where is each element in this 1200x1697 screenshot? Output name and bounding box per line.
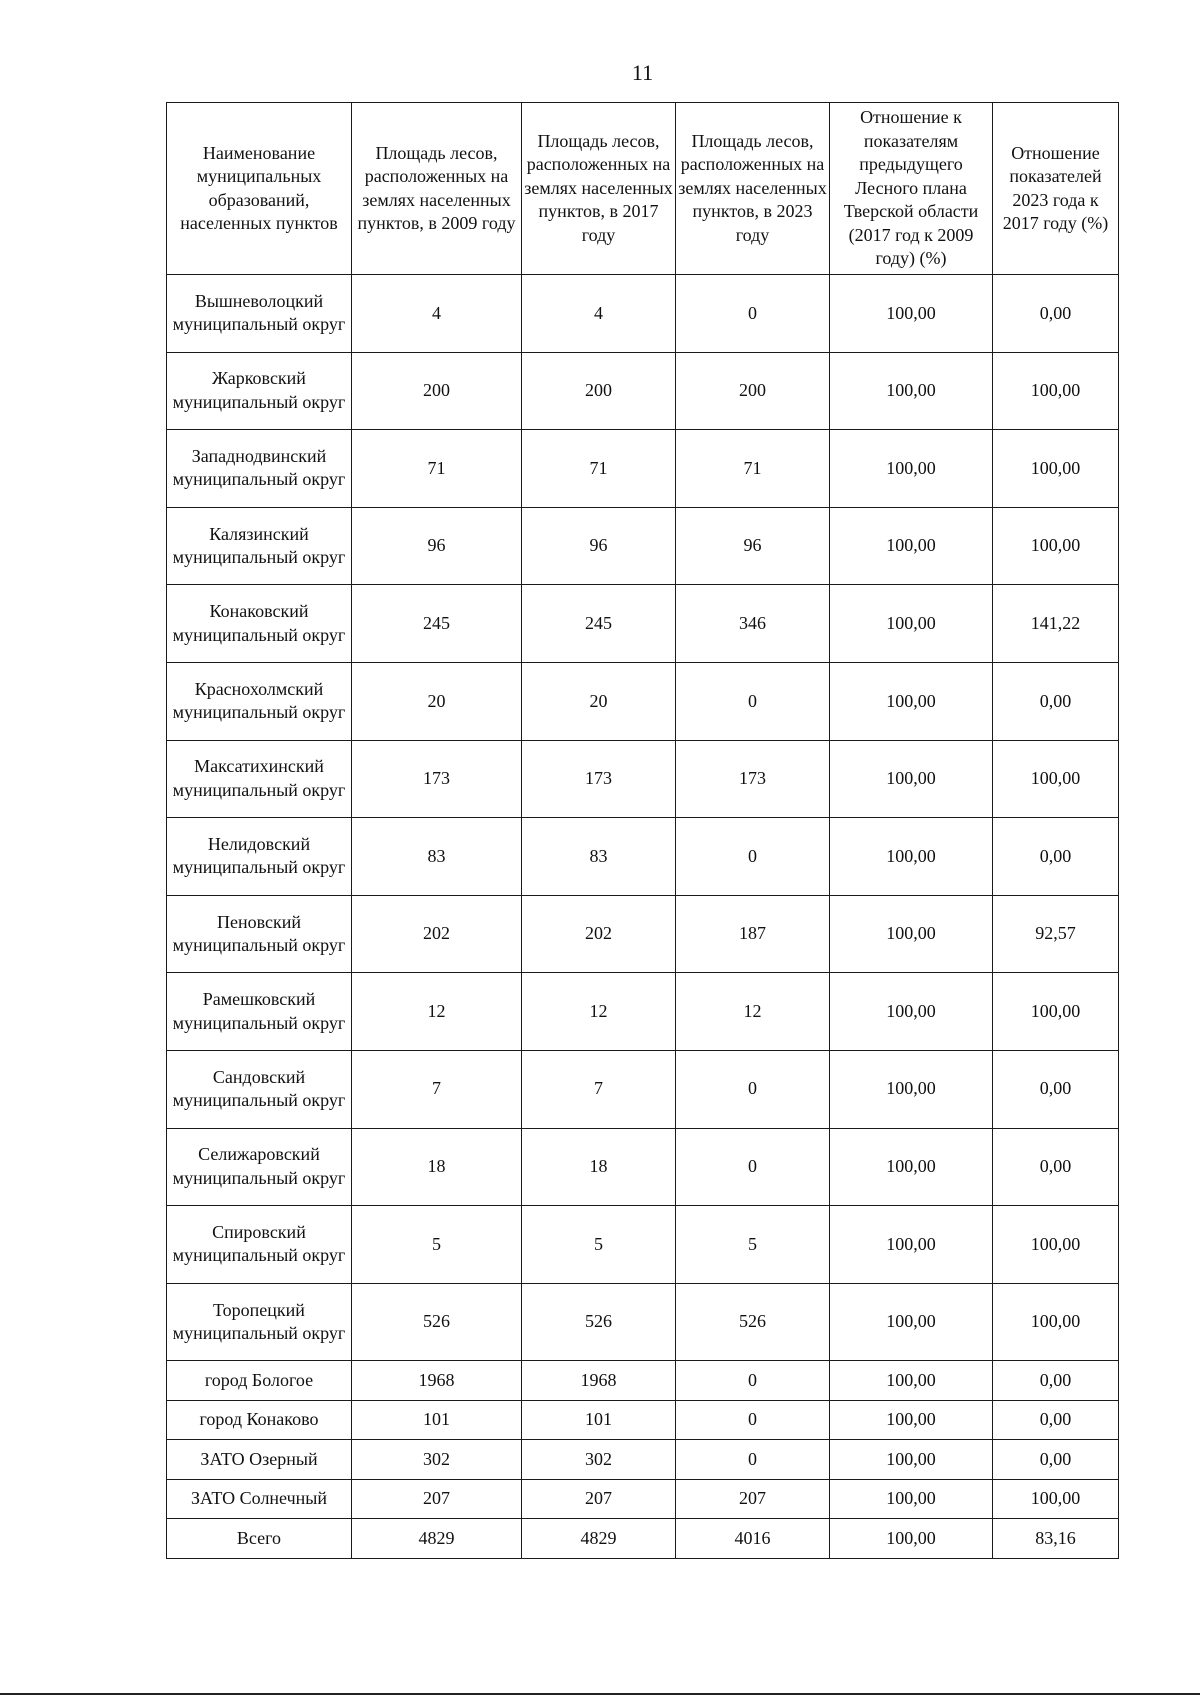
row-ratio-2023-2017: 0,00 <box>993 1361 1119 1401</box>
table-row <box>167 1440 1119 1480</box>
row-ratio-2017-2009: 100,00 <box>830 973 993 1051</box>
row-ratio-2023-2017: 0,00 <box>993 818 1119 896</box>
row-ratio-2023-2017: 100,00 <box>993 973 1119 1051</box>
page-number: 11 <box>631 60 654 85</box>
row-ratio-2023-2017: 0,00 <box>993 1050 1119 1128</box>
table-row <box>167 1361 1119 1401</box>
table-row <box>167 662 1119 740</box>
row-name: Всего <box>167 1519 352 1559</box>
row-name: Западнодвинский муниципальный округ <box>167 430 352 508</box>
table-body <box>167 275 1119 1559</box>
table-row <box>167 818 1119 896</box>
row-ratio-2017-2009: 100,00 <box>830 1361 993 1401</box>
table-row <box>167 430 1119 508</box>
row-ratio-2023-2017: 0,00 <box>993 1400 1119 1440</box>
row-ratio-2023-2017: 83,16 <box>993 1519 1119 1559</box>
table-row <box>167 895 1119 973</box>
row-area-2017: 302 <box>522 1440 676 1480</box>
row-area-2023: 346 <box>676 585 830 663</box>
page-bottom-rule <box>0 1693 1200 1695</box>
row-area-2017: 12 <box>522 973 676 1051</box>
row-ratio-2023-2017: 100,00 <box>993 1206 1119 1284</box>
row-ratio-2017-2009: 100,00 <box>830 1440 993 1480</box>
row-ratio-2023-2017: 0,00 <box>993 662 1119 740</box>
row-name: ЗАТО Озерный <box>167 1440 352 1480</box>
row-name: город Бологое <box>167 1361 352 1401</box>
table-row <box>167 740 1119 818</box>
row-area-2023: 0 <box>676 275 830 353</box>
row-area-2009: 207 <box>352 1479 522 1519</box>
header-area-2009: Площадь лесов, расположенных на землях населенных пунктов, в 2009 году <box>352 103 522 275</box>
table-row <box>167 1050 1119 1128</box>
row-name: Калязинский муниципальный округ <box>167 507 352 585</box>
row-area-2009: 202 <box>352 895 522 973</box>
row-area-2017: 4 <box>522 275 676 353</box>
row-name: Жарковский муниципальный округ <box>167 352 352 430</box>
row-ratio-2017-2009: 100,00 <box>830 275 993 353</box>
row-area-2009: 7 <box>352 1050 522 1128</box>
row-name: Пеновский муниципальный округ <box>167 895 352 973</box>
row-area-2017: 173 <box>522 740 676 818</box>
row-area-2023: 173 <box>676 740 830 818</box>
table-row <box>167 275 1119 353</box>
row-area-2023: 0 <box>676 1400 830 1440</box>
row-ratio-2023-2017: 0,00 <box>993 275 1119 353</box>
row-area-2017: 1968 <box>522 1361 676 1401</box>
row-area-2023: 0 <box>676 1050 830 1128</box>
row-name: город Конаково <box>167 1400 352 1440</box>
row-area-2009: 245 <box>352 585 522 663</box>
row-area-2017: 18 <box>522 1128 676 1206</box>
row-ratio-2023-2017: 92,57 <box>993 895 1119 973</box>
header-municipality-name: Наименование муниципальных образований, населенных пунктов <box>167 103 352 275</box>
row-name: Нелидовский муниципальный округ <box>167 818 352 896</box>
table-row <box>167 507 1119 585</box>
row-area-2017: 101 <box>522 1400 676 1440</box>
row-ratio-2023-2017: 100,00 <box>993 352 1119 430</box>
table-row <box>167 585 1119 663</box>
row-area-2017: 83 <box>522 818 676 896</box>
row-area-2009: 12 <box>352 973 522 1051</box>
row-ratio-2023-2017: 0,00 <box>993 1128 1119 1206</box>
row-area-2009: 200 <box>352 352 522 430</box>
table-row <box>167 1283 1119 1361</box>
table-row <box>167 352 1119 430</box>
row-name: Сандовский муниципальный округ <box>167 1050 352 1128</box>
row-ratio-2017-2009: 100,00 <box>830 1479 993 1519</box>
row-area-2023: 96 <box>676 507 830 585</box>
row-ratio-2017-2009: 100,00 <box>830 1128 993 1206</box>
row-area-2017: 71 <box>522 430 676 508</box>
row-ratio-2017-2009: 100,00 <box>830 1283 993 1361</box>
row-area-2023: 12 <box>676 973 830 1051</box>
row-area-2017: 4829 <box>522 1519 676 1559</box>
row-area-2023: 526 <box>676 1283 830 1361</box>
row-area-2009: 4 <box>352 275 522 353</box>
row-ratio-2017-2009: 100,00 <box>830 585 993 663</box>
row-ratio-2023-2017: 100,00 <box>993 740 1119 818</box>
row-name: Торопецкий муниципальный округ <box>167 1283 352 1361</box>
row-area-2009: 18 <box>352 1128 522 1206</box>
table-row <box>167 1206 1119 1284</box>
row-ratio-2017-2009: 100,00 <box>830 818 993 896</box>
row-area-2009: 101 <box>352 1400 522 1440</box>
row-area-2017: 207 <box>522 1479 676 1519</box>
table-row <box>167 1519 1119 1559</box>
row-area-2009: 302 <box>352 1440 522 1480</box>
row-area-2017: 20 <box>522 662 676 740</box>
row-area-2017: 526 <box>522 1283 676 1361</box>
row-area-2009: 1968 <box>352 1361 522 1401</box>
row-ratio-2017-2009: 100,00 <box>830 895 993 973</box>
row-area-2023: 71 <box>676 430 830 508</box>
row-area-2009: 83 <box>352 818 522 896</box>
row-area-2023: 200 <box>676 352 830 430</box>
row-area-2017: 200 <box>522 352 676 430</box>
table-header <box>167 103 1119 275</box>
row-ratio-2023-2017: 100,00 <box>993 1479 1119 1519</box>
row-area-2023: 4016 <box>676 1519 830 1559</box>
row-ratio-2017-2009: 100,00 <box>830 1050 993 1128</box>
row-ratio-2017-2009: 100,00 <box>830 1206 993 1284</box>
row-area-2023: 187 <box>676 895 830 973</box>
row-name: Селижаровский муниципальный округ <box>167 1128 352 1206</box>
row-area-2023: 0 <box>676 1361 830 1401</box>
table-row <box>167 1479 1119 1519</box>
row-ratio-2017-2009: 100,00 <box>830 1519 993 1559</box>
row-area-2023: 5 <box>676 1206 830 1284</box>
row-area-2023: 207 <box>676 1479 830 1519</box>
row-name: Рамешковский муниципальный округ <box>167 973 352 1051</box>
row-area-2023: 0 <box>676 818 830 896</box>
row-name: Краснохолмский муниципальный округ <box>167 662 352 740</box>
row-ratio-2023-2017: 141,22 <box>993 585 1119 663</box>
row-area-2009: 71 <box>352 430 522 508</box>
row-area-2023: 0 <box>676 1440 830 1480</box>
table-row <box>167 1128 1119 1206</box>
row-ratio-2017-2009: 100,00 <box>830 430 993 508</box>
header-area-2017: Площадь лесов, расположенных на землях населенных пунктов, в 2017 году <box>522 103 676 275</box>
header-ratio-2017-to-2009: Отношение к показателям предыдущего Лесного плана Тверской области (2017 год к 2009 году) (%) <box>830 103 993 275</box>
row-name: Максатихинский муниципальный округ <box>167 740 352 818</box>
row-area-2009: 4829 <box>352 1519 522 1559</box>
row-name: Спировский муниципальный округ <box>167 1206 352 1284</box>
row-ratio-2017-2009: 100,00 <box>830 352 993 430</box>
row-area-2017: 202 <box>522 895 676 973</box>
header-ratio-2023-to-2017: Отношение показателей 2023 года к 2017 году (%) <box>993 103 1119 275</box>
header-area-2023: Площадь лесов, расположенных на землях населенных пунктов, в 2023 году <box>676 103 830 275</box>
row-area-2009: 173 <box>352 740 522 818</box>
row-ratio-2023-2017: 100,00 <box>993 507 1119 585</box>
row-area-2009: 5 <box>352 1206 522 1284</box>
row-ratio-2023-2017: 100,00 <box>993 1283 1119 1361</box>
row-name: ЗАТО Солнечный <box>167 1479 352 1519</box>
row-ratio-2023-2017: 0,00 <box>993 1440 1119 1480</box>
row-area-2017: 7 <box>522 1050 676 1128</box>
row-ratio-2017-2009: 100,00 <box>830 662 993 740</box>
forest-area-table <box>166 102 1119 1559</box>
row-ratio-2017-2009: 100,00 <box>830 740 993 818</box>
row-ratio-2017-2009: 100,00 <box>830 1400 993 1440</box>
row-area-2009: 96 <box>352 507 522 585</box>
row-area-2017: 5 <box>522 1206 676 1284</box>
table-row <box>167 973 1119 1051</box>
row-area-2009: 20 <box>352 662 522 740</box>
row-area-2023: 0 <box>676 662 830 740</box>
row-area-2023: 0 <box>676 1128 830 1206</box>
row-area-2017: 96 <box>522 507 676 585</box>
row-ratio-2017-2009: 100,00 <box>830 507 993 585</box>
row-name: Вышневолоцкий муниципальный округ <box>167 275 352 353</box>
row-ratio-2023-2017: 100,00 <box>993 430 1119 508</box>
row-area-2017: 245 <box>522 585 676 663</box>
row-area-2009: 526 <box>352 1283 522 1361</box>
row-name: Конаковский муниципальный округ <box>167 585 352 663</box>
table-row <box>167 1400 1119 1440</box>
